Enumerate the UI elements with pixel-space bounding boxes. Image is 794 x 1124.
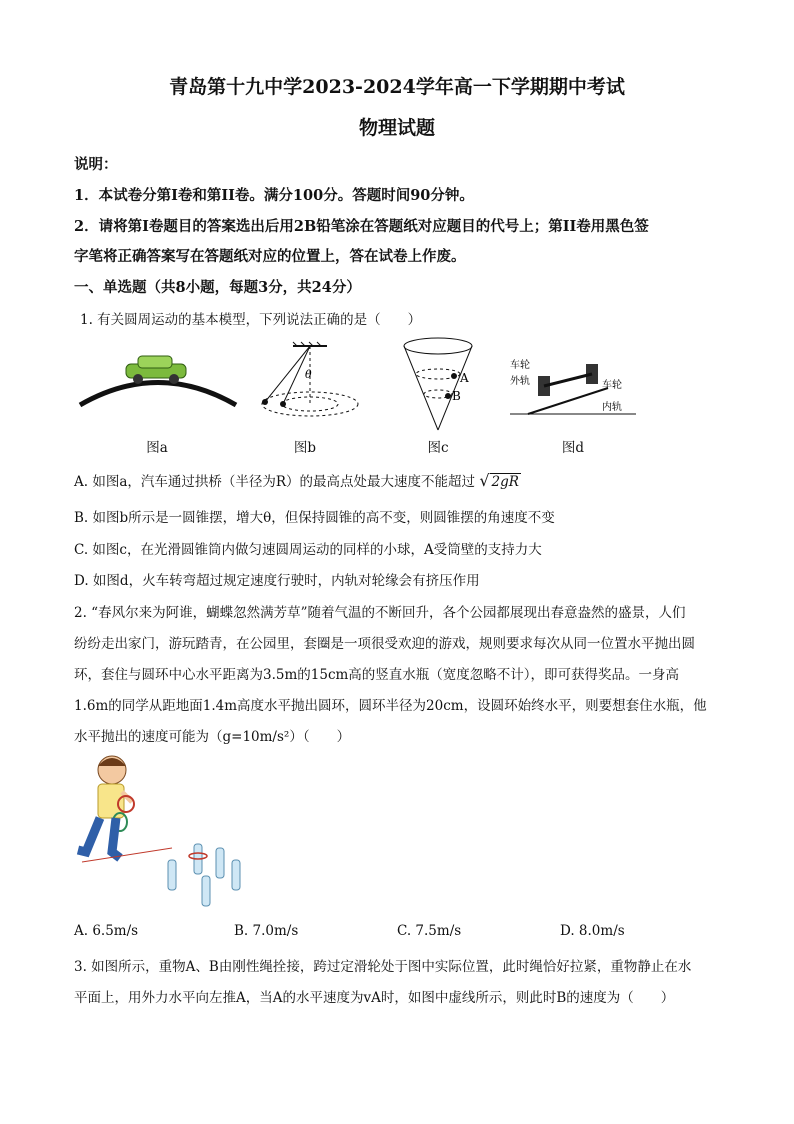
figure-d-rails: [508, 358, 638, 420]
q1-option-a-text: A. 如图a，汽车通过拱桥（半径为R）的最高点处最大速度不能超过: [74, 474, 476, 490]
instruction-item-2-line2: 字笔将正确答案写在答题纸对应的位置上，答在试卷上作废。: [74, 248, 466, 265]
q2-line-2: 纷纷走出家门，游玩踏青，在公园里，套圈是一项很受欢迎的游戏，规则要求每次从同一位置水平抛出圆: [74, 636, 695, 652]
instruction-item-2-line1: 2．请将第I卷题目的答案选出后用2B铅笔涂在答题纸对应题目的代号上；第II卷用黑色签: [74, 218, 649, 235]
figure-b-label: 图b: [293, 440, 317, 456]
instructions-heading: 说明：: [74, 156, 118, 173]
q2-option-c: C. 7.5m/s: [397, 923, 462, 939]
q2-line-5: 水平抛出的速度可能为（g=10m/s²）（ ）: [74, 729, 351, 745]
point-b-label: B: [452, 389, 461, 403]
q3-line-1: 3. 如图所示，重物A、B由刚性绳拴接，跨过定滑轮处于图中实际位置，此时绳恰好拉紧，重物静止在水: [74, 959, 692, 975]
outer-rail-label: 外轨: [510, 376, 530, 387]
figure-d-label: 图d: [561, 440, 585, 456]
q3-line-2: 平面上，用外力水平向左推A，当A的水平速度为vA时，如图中虚线所示，则此时B的速度为（ ）: [74, 990, 675, 1006]
q2-line-1: 2. “春风尔来为阿谁，蝴蝶忽然满芳草”随着气温的不断回升，各个公园都展现出春意盎然的盛景，人们: [74, 605, 686, 621]
q2-option-b: B. 7.0m/s: [234, 923, 299, 939]
figure-c-label: 图c: [427, 440, 449, 456]
wheel-label-right: 车轮: [602, 380, 622, 391]
q1-option-c: C. 如图c，在光滑圆锥筒内做匀速圆周运动的同样的小球，A受筒壁的支持力大: [74, 542, 542, 558]
q1-option-b: B. 如图b所示是一圆锥摆，增大θ，但保持圆锥的高不变，则圆锥摆的角速度不变: [74, 510, 555, 526]
instruction-item-1: 1．本试卷分第I卷和第II卷。满分100分。答题时间90分钟。: [74, 187, 474, 204]
q1-option-a-root: 2gR: [491, 474, 519, 490]
sqrt-symbol: √: [479, 471, 490, 490]
figure-a-bridge: [78, 350, 238, 410]
point-a-label: A: [460, 371, 469, 385]
figure-b-pendulum: [255, 342, 365, 422]
q2-line-3: 环，套住与圆环中心水平距离为3.5m的15cm高的竖直水瓶（宽度忽略不计），即可获得奖品。一身高: [74, 667, 680, 683]
wheel-label-left: 车轮: [510, 360, 530, 371]
q2-line-4: 1.6m的同学从距地面1.4m高度水平抛出圆环，圆环半径为20cm，设圆环始终水平，则要想套住水瓶，他: [74, 698, 707, 714]
q2-option-d: D. 8.0m/s: [560, 923, 625, 939]
q1-option-d: D. 如图d，火车转弯超过规定速度行驶时，内轨对轮缘会有挤压作用: [74, 573, 480, 589]
figure-c-cone: [402, 336, 482, 432]
figure-a-label: 图a: [146, 440, 168, 456]
exam-subtitle: 物理试题: [358, 117, 435, 139]
q1-stem: 1. 有关圆周运动的基本模型，下列说法正确的是（ ）: [80, 312, 422, 328]
section-heading: 一、单选题（共8小题，每题3分，共24分）: [74, 279, 361, 296]
theta-label: θ: [305, 368, 312, 381]
figure-ring-toss: [72, 752, 252, 912]
exam-title: 青岛第十九中学2023-2024学年高一下学期期中考试: [169, 76, 625, 98]
q2-option-a: A. 6.5m/s: [74, 923, 139, 939]
inner-rail-label: 内轨: [602, 402, 622, 413]
q1-option-a: [74, 470, 521, 490]
